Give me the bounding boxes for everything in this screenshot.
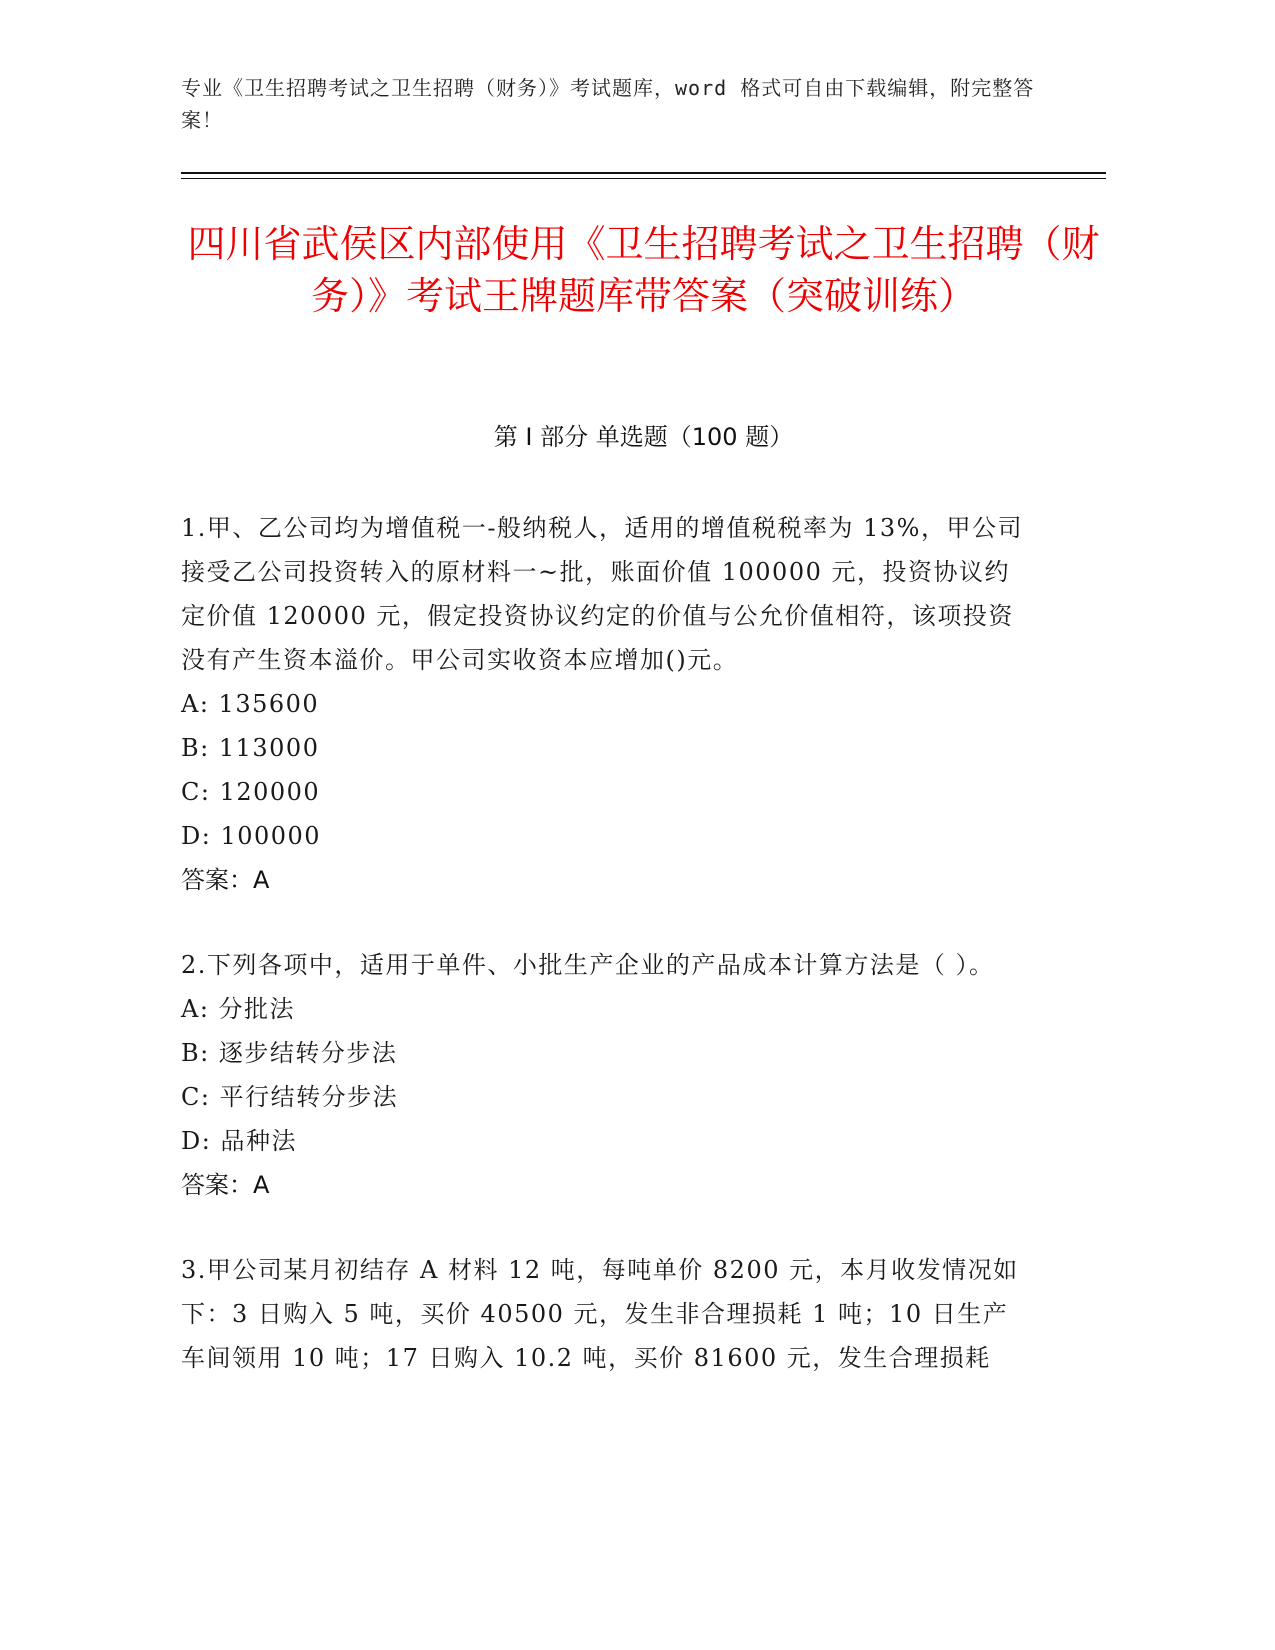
question-3 xyxy=(181,1248,1031,1380)
header-note: 专业《卫生招聘考试之卫生招聘（财务）》考试题库，word 格式可自由下载编辑，附完整答案！ xyxy=(181,76,1035,132)
question-list xyxy=(181,506,1031,1421)
answer: 答案：A xyxy=(181,866,270,894)
option-c: C: 平行结转分步法 xyxy=(181,1083,399,1111)
question-stem: 3.甲公司某月初结存 A 材料 12 吨，每吨单价 8200 元，本月收发情况如下：3 日购入 5 吨，买价 40500 元，发生非合理损耗 1 吨；10 日生产车间领用 10 吨；17 日购入 10.2 吨，买价 81600 元，发生合理损耗 xyxy=(181,1256,1019,1372)
option-b: B: 113000 xyxy=(181,734,320,762)
answer: 答案：A xyxy=(181,1171,270,1199)
question-stem: 1.甲、乙公司均为增值税一-般纳税人，适用的增值税税率为 13%，甲公司接受乙公司投资转入的原材料一~批，账面价值 100000 元，投资协议约定价值 120000 元，假定投资协议约定的价值与公允价值相符，该项投资没有产生资本溢价。甲公司实收资本应增加()元。 xyxy=(181,514,1023,674)
question-stem: 2.下列各项中，适用于单件、小批生产企业的产品成本计算方法是（ ）。 xyxy=(181,951,995,979)
option-a: A: 分批法 xyxy=(181,995,296,1023)
option-b: B: 逐步结转分步法 xyxy=(181,1039,398,1067)
option-d: D: 品种法 xyxy=(181,1127,297,1155)
option-d: D: 100000 xyxy=(181,822,322,850)
document-title: 四川省武侯区内部使用《卫生招聘考试之卫生招聘（财务）》考试王牌题库带答案（突破训练） xyxy=(187,222,1100,318)
option-a: A: 135600 xyxy=(181,690,320,718)
question-2 xyxy=(181,943,1031,1207)
option-c: C: 120000 xyxy=(181,778,321,806)
header-divider-thick xyxy=(181,172,1106,174)
header-divider-thin xyxy=(181,178,1106,179)
question-1 xyxy=(181,506,1031,902)
section-heading: 第 I 部分 单选题（100 题） xyxy=(493,423,794,451)
